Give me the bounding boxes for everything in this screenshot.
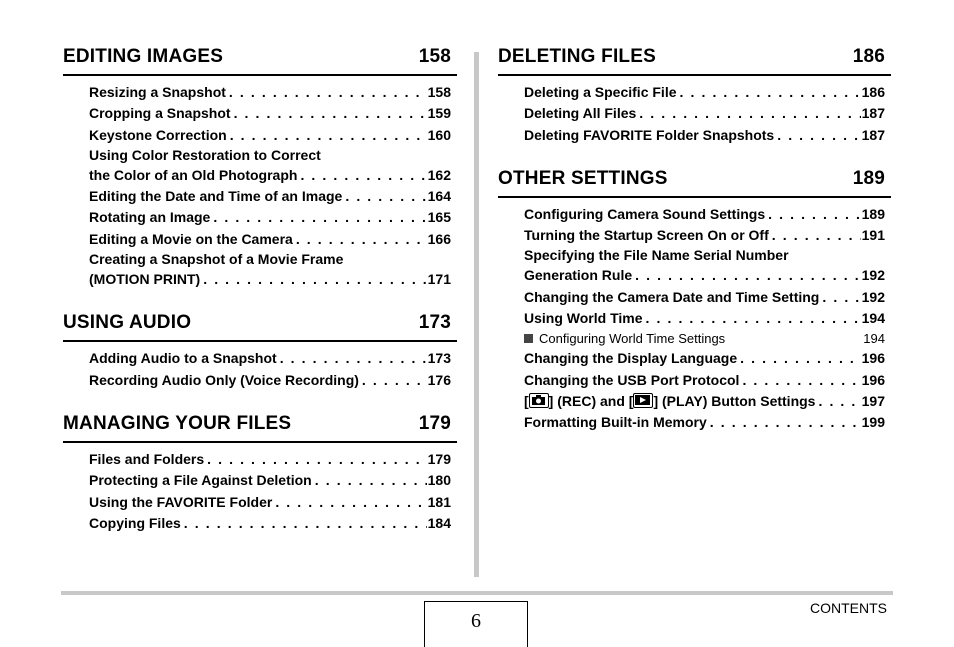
toc-entry-page: 191: [861, 227, 885, 244]
toc-entry-page: 179: [427, 450, 451, 467]
toc-left-column: [63, 44, 457, 554]
toc-entry-page: 196: [861, 371, 885, 388]
toc-entry-page: 162: [427, 166, 451, 183]
toc-entry-title: Editing the Date and Time of an Image: [89, 188, 343, 205]
toc-entry-page: 194: [863, 331, 885, 347]
toc-entry[interactable]: [524, 125, 885, 146]
toc-entry-page: 189: [861, 205, 885, 222]
toc-entry[interactable]: [524, 391, 885, 412]
leader-dots: [635, 265, 861, 286]
toc-entry-page: 166: [427, 230, 451, 247]
toc-entry-title: Using the FAVORITE Folder: [89, 493, 273, 510]
toc-entry-page: 181: [427, 493, 451, 510]
toc-entry-page: 165: [427, 209, 451, 226]
section-title: EDITING IMAGES: [63, 46, 224, 67]
toc-entry-page: 184: [427, 514, 451, 531]
toc-entry-title: Rotating an Image: [89, 209, 211, 226]
toc-entry[interactable]: [89, 492, 451, 513]
toc-list: [63, 342, 457, 391]
toc-entry-title: Changing the Camera Date and Time Setting: [524, 288, 820, 305]
leader-dots: [646, 308, 861, 329]
toc-entry[interactable]: [89, 269, 451, 290]
toc-entry[interactable]: [89, 207, 451, 228]
leader-dots: [742, 370, 860, 391]
toc-entry-title: Editing a Movie on the Camera: [89, 230, 293, 247]
leader-dots: [710, 412, 861, 433]
section-heading[interactable]: [63, 310, 457, 342]
toc-subentry[interactable]: [524, 329, 885, 348]
toc-entry-page: 171: [427, 271, 451, 288]
toc-entry[interactable]: [524, 225, 885, 246]
toc-entry-title: Adding Audio to a Snapshot: [89, 350, 277, 367]
toc-entry-page: 158: [427, 84, 451, 100]
toc-entry-page: 176: [427, 371, 451, 388]
toc-entry-title: Recording Audio Only (Voice Recording): [89, 371, 359, 388]
camera-rec-icon: [529, 393, 549, 408]
toc-entry[interactable]: [524, 82, 885, 103]
section-page: 186: [852, 46, 885, 67]
toc-list: [498, 198, 891, 434]
section-page: 189: [852, 167, 885, 189]
toc-entry[interactable]: [89, 370, 451, 391]
leader-dots: [203, 269, 426, 290]
section-heading[interactable]: [63, 411, 457, 443]
toc-entry-title: Turning the Startup Screen On or Off: [524, 227, 769, 244]
toc-entry-title: Changing the Display Language: [524, 350, 738, 367]
toc-entry-title: Configuring Camera Sound Settings: [524, 205, 766, 222]
toc-entry-title: the Color of an Old Photograph: [89, 166, 298, 183]
toc-entry[interactable]: [524, 348, 885, 369]
toc-entry-page: 160: [427, 126, 451, 143]
toc-entry-title: Keystone Correction: [89, 126, 227, 143]
leader-dots: [207, 449, 427, 470]
toc-entry-title: Files and Folders: [89, 450, 205, 467]
leader-dots: [230, 125, 427, 146]
leader-dots: [213, 207, 426, 228]
toc-section: [63, 411, 457, 534]
leader-dots: [234, 103, 427, 124]
toc-entry[interactable]: [89, 229, 451, 250]
leader-dots: [680, 82, 861, 103]
toc-entry[interactable]: [524, 204, 885, 225]
toc-entry-title: Formatting Built-in Memory: [524, 414, 707, 431]
toc-entry-title: [ ] (REC) and [ ] (PLAY) Button Settings: [524, 392, 816, 409]
toc-entry[interactable]: [524, 287, 885, 308]
toc-entry[interactable]: [89, 186, 451, 207]
toc-entry-page: 194: [861, 310, 885, 327]
leader-dots: [345, 186, 426, 207]
toc-entry-title: Using World Time: [524, 310, 643, 327]
section-page: 158: [418, 46, 451, 67]
leader-dots: [229, 82, 427, 103]
toc-entry-page: 173: [427, 350, 451, 367]
leader-dots: [300, 165, 426, 186]
toc-entry-title: Resizing a Snapshot: [89, 84, 226, 100]
toc-entry[interactable]: [89, 348, 451, 369]
toc-entry[interactable]: [89, 449, 451, 470]
section-heading[interactable]: [498, 166, 891, 198]
toc-entry-title: Deleting All Files: [524, 105, 637, 122]
toc-entry-page: 159: [427, 105, 451, 122]
leader-dots: [822, 287, 860, 308]
toc-entry-page: 180: [427, 472, 451, 489]
toc-section: [498, 166, 891, 434]
toc-entry[interactable]: [89, 165, 451, 186]
leader-dots: [740, 348, 861, 369]
toc-list: [63, 443, 457, 534]
toc-entry-page: 192: [861, 288, 885, 305]
section-heading[interactable]: [498, 44, 891, 76]
toc-entry-page: 197: [861, 392, 885, 409]
leader-dots: [772, 225, 861, 246]
toc-entry[interactable]: [89, 513, 451, 534]
toc-entry-title: Configuring World Time Settings: [539, 331, 726, 347]
toc-entry-title: Generation Rule: [524, 267, 633, 284]
section-page: 179: [418, 412, 451, 434]
toc-entry-title: Copying Files: [89, 514, 181, 531]
toc-entry-page: 186: [861, 84, 885, 100]
toc-section: [498, 44, 891, 146]
section-page: 173: [418, 312, 451, 334]
toc-entry-title: Deleting a Specific File: [524, 84, 677, 100]
toc-list: [63, 76, 457, 290]
toc-entry[interactable]: [524, 265, 885, 286]
toc-section: [63, 44, 457, 290]
toc-list: [498, 76, 891, 146]
toc-entry-title: (MOTION PRINT): [89, 271, 201, 288]
leader-dots: [777, 125, 860, 146]
toc-entry-title: Cropping a Snapshot: [89, 105, 231, 122]
toc-section: [63, 310, 457, 391]
leader-dots: [280, 348, 427, 369]
toc-entry[interactable]: [524, 308, 885, 329]
toc-entry[interactable]: [524, 103, 885, 124]
toc-entry-line: Using Color Restoration to Correct: [89, 146, 321, 163]
leader-dots: [362, 370, 427, 391]
toc-entry-page: 187: [861, 126, 885, 143]
section-title: USING AUDIO: [63, 312, 192, 334]
toc-entry-title: Deleting FAVORITE Folder Snapshots: [524, 126, 775, 143]
toc-entry-line: Creating a Snapshot of a Movie Frame: [89, 251, 344, 268]
toc-entry[interactable]: [89, 125, 451, 146]
toc-entry-page: 192: [861, 267, 885, 284]
contents-link[interactable]: CONTENTS: [810, 600, 887, 616]
toc-entry[interactable]: [524, 370, 885, 391]
leader-dots: [818, 391, 860, 412]
leader-dots: [275, 492, 426, 513]
play-icon: [633, 393, 653, 408]
toc-right-column: [498, 44, 891, 454]
leader-dots: [296, 229, 427, 250]
square-bullet-icon: [524, 334, 533, 343]
leader-dots: [768, 204, 861, 225]
toc-entry-page: 187: [861, 105, 885, 122]
toc-entry[interactable]: [89, 470, 451, 491]
footer-rule: [61, 591, 893, 595]
toc-entry-title: Changing the USB Port Protocol: [524, 371, 740, 388]
leader-dots: [315, 470, 427, 491]
section-heading[interactable]: [63, 44, 457, 76]
toc-entry[interactable]: [524, 412, 885, 433]
toc-entry-line: Specifying the File Name Serial Number: [524, 247, 789, 264]
toc-entry-page: 196: [861, 350, 885, 367]
leader-dots: [184, 513, 427, 534]
toc-entry-page: 199: [861, 414, 885, 431]
toc-entry-title: Protecting a File Against Deletion: [89, 472, 312, 489]
section-title: OTHER SETTINGS: [498, 167, 668, 189]
column-divider: [474, 52, 479, 577]
section-title: DELETING FILES: [498, 46, 656, 67]
toc-entry-page: 164: [427, 188, 451, 205]
page-number: 6: [424, 601, 528, 647]
leader-dots: [639, 103, 860, 124]
section-title: MANAGING YOUR FILES: [63, 412, 292, 434]
toc-entry[interactable]: [89, 103, 451, 124]
toc-entry[interactable]: [89, 82, 451, 103]
